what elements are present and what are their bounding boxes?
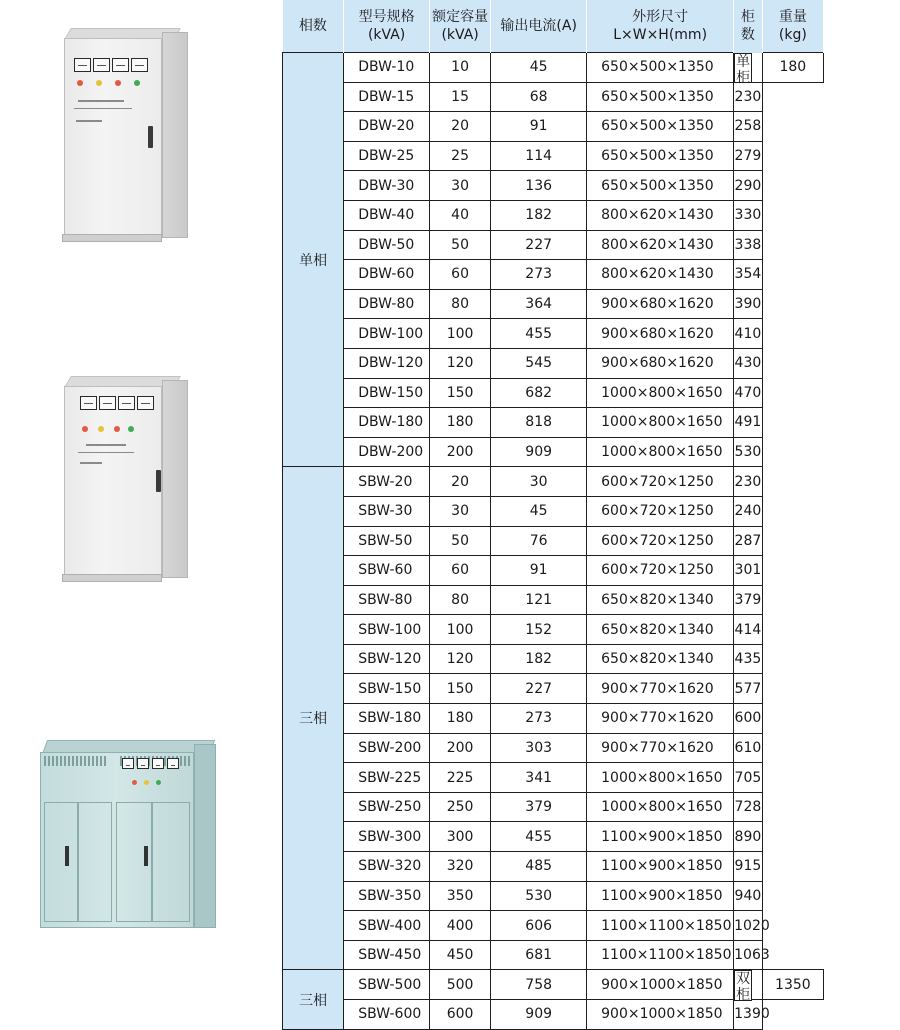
table-row xyxy=(283,615,824,645)
rated-cell: 120 xyxy=(429,348,490,378)
weight-cell: 230 xyxy=(734,82,763,112)
current-cell: 530 xyxy=(491,881,587,911)
cabinet-count-cell xyxy=(734,53,752,84)
current-cell: 545 xyxy=(491,348,587,378)
current-cell: 818 xyxy=(491,408,587,438)
weight-cell: 290 xyxy=(734,171,763,201)
model-cell: SBW-600 xyxy=(344,1000,430,1030)
model-cell: DBW-100 xyxy=(344,319,430,349)
table-row xyxy=(283,733,824,763)
dimensions-cell: 800×620×1430 xyxy=(587,200,734,230)
model-cell: SBW-30 xyxy=(344,496,430,526)
dimensions-cell: 1100×1100×1850 xyxy=(587,911,734,941)
table-row xyxy=(283,496,824,526)
dimensions-cell: 650×500×1350 xyxy=(587,53,734,83)
cabinet-count-cell xyxy=(734,970,752,1004)
model-cell: SBW-225 xyxy=(344,763,430,793)
rated-cell: 300 xyxy=(429,822,490,852)
current-cell: 114 xyxy=(491,141,587,171)
phase-cell: 三相 xyxy=(283,467,344,970)
current-cell: 68 xyxy=(491,82,587,112)
table-row xyxy=(283,1000,824,1030)
model-cell: DBW-60 xyxy=(344,260,430,290)
phase-cell: 单相 xyxy=(283,53,344,467)
weight-cell: 414 xyxy=(734,615,763,645)
rated-cell: 50 xyxy=(429,230,490,260)
rated-cell: 600 xyxy=(429,1000,490,1030)
current-cell: 455 xyxy=(491,319,587,349)
rated-cell: 500 xyxy=(429,970,490,1000)
current-cell: 364 xyxy=(491,289,587,319)
dimensions-cell: 650×500×1350 xyxy=(587,141,734,171)
model-cell: DBW-150 xyxy=(344,378,430,408)
dimensions-cell: 900×1000×1850 xyxy=(587,1000,734,1030)
current-cell: 227 xyxy=(491,230,587,260)
weight-cell: 279 xyxy=(734,141,763,171)
model-cell: SBW-320 xyxy=(344,852,430,882)
weight-cell: 180 xyxy=(762,53,823,83)
dimensions-cell: 600×720×1250 xyxy=(587,467,734,497)
dimensions-cell: 900×680×1620 xyxy=(587,348,734,378)
table-row xyxy=(283,408,824,438)
rated-cell: 150 xyxy=(429,674,490,704)
dimensions-cell: 900×1000×1850 xyxy=(587,970,734,1000)
rated-cell: 320 xyxy=(429,852,490,882)
table-row xyxy=(283,704,824,734)
current-cell: 76 xyxy=(491,526,587,556)
table-row xyxy=(283,644,824,674)
dimensions-cell: 600×720×1250 xyxy=(587,556,734,586)
model-cell: SBW-500 xyxy=(344,970,430,1000)
weight-cell: 491 xyxy=(734,408,763,438)
weight-cell: 1063 xyxy=(734,940,763,970)
current-cell: 182 xyxy=(491,644,587,674)
header-output-current: 输出电流(A) xyxy=(491,0,587,53)
model-cell: DBW-50 xyxy=(344,230,430,260)
current-cell: 273 xyxy=(491,704,587,734)
current-cell: 136 xyxy=(491,171,587,201)
dimensions-cell: 1000×800×1650 xyxy=(587,792,734,822)
rated-cell: 180 xyxy=(429,408,490,438)
table-row xyxy=(283,881,824,911)
rated-cell: 120 xyxy=(429,644,490,674)
weight-cell: 390 xyxy=(734,289,763,319)
table-row xyxy=(283,378,824,408)
current-cell: 182 xyxy=(491,200,587,230)
spec-table xyxy=(282,0,824,1030)
header-cabinet-count: 柜 数 xyxy=(734,0,763,53)
current-cell: 121 xyxy=(491,585,587,615)
table-row xyxy=(283,82,824,112)
current-cell: 485 xyxy=(491,852,587,882)
model-cell: DBW-40 xyxy=(344,200,430,230)
dimensions-cell: 650×500×1350 xyxy=(587,82,734,112)
table-row xyxy=(283,230,824,260)
weight-cell: 1350 xyxy=(762,970,823,1000)
current-cell: 45 xyxy=(491,53,587,83)
weight-cell: 354 xyxy=(734,260,763,290)
weight-cell: 940 xyxy=(734,881,763,911)
table-row xyxy=(283,940,824,970)
model-cell: DBW-180 xyxy=(344,408,430,438)
table-row xyxy=(283,289,824,319)
rated-cell: 25 xyxy=(429,141,490,171)
rated-cell: 10 xyxy=(429,53,490,83)
model-cell: SBW-150 xyxy=(344,674,430,704)
weight-cell: 728 xyxy=(734,792,763,822)
table-row xyxy=(283,141,824,171)
dimensions-cell: 800×620×1430 xyxy=(587,230,734,260)
current-cell: 909 xyxy=(491,1000,587,1030)
dimensions-cell: 1000×800×1650 xyxy=(587,437,734,467)
table-row xyxy=(283,911,824,941)
current-cell: 909 xyxy=(491,437,587,467)
weight-cell: 258 xyxy=(734,112,763,142)
rated-cell: 180 xyxy=(429,704,490,734)
table-row xyxy=(283,763,824,793)
dimensions-cell: 1100×900×1850 xyxy=(587,852,734,882)
model-cell: SBW-20 xyxy=(344,467,430,497)
weight-cell: 435 xyxy=(734,644,763,674)
dimensions-cell: 650×500×1350 xyxy=(587,171,734,201)
model-cell: SBW-350 xyxy=(344,881,430,911)
current-cell: 455 xyxy=(491,822,587,852)
weight-cell: 610 xyxy=(734,733,763,763)
table-row xyxy=(283,319,824,349)
rated-cell: 450 xyxy=(429,940,490,970)
table-row xyxy=(283,852,824,882)
model-cell: DBW-200 xyxy=(344,437,430,467)
product-image-double-cabinet xyxy=(36,736,220,932)
table-row xyxy=(283,467,824,497)
rated-cell: 400 xyxy=(429,911,490,941)
rated-cell: 150 xyxy=(429,378,490,408)
current-cell: 379 xyxy=(491,792,587,822)
rated-cell: 30 xyxy=(429,496,490,526)
product-image-cabinet-1 xyxy=(58,28,194,244)
dimensions-cell: 1100×900×1850 xyxy=(587,881,734,911)
dimensions-cell: 1000×800×1650 xyxy=(587,378,734,408)
rated-cell: 15 xyxy=(429,82,490,112)
model-cell: SBW-80 xyxy=(344,585,430,615)
model-cell: SBW-400 xyxy=(344,911,430,941)
current-cell: 681 xyxy=(491,940,587,970)
dimensions-cell: 1000×800×1650 xyxy=(587,408,734,438)
rated-cell: 200 xyxy=(429,437,490,467)
model-cell: DBW-25 xyxy=(344,141,430,171)
table-row xyxy=(283,260,824,290)
dimensions-cell: 600×720×1250 xyxy=(587,526,734,556)
current-cell: 91 xyxy=(491,556,587,586)
table-header-row xyxy=(283,0,824,53)
cabinet-count-label: 双柜 xyxy=(736,971,751,1004)
weight-cell: 915 xyxy=(734,852,763,882)
dimensions-cell: 600×720×1250 xyxy=(587,496,734,526)
table-row xyxy=(283,171,824,201)
weight-cell: 1020 xyxy=(734,911,763,941)
rated-cell: 40 xyxy=(429,200,490,230)
rated-cell: 100 xyxy=(429,319,490,349)
rated-cell: 20 xyxy=(429,112,490,142)
weight-cell: 287 xyxy=(734,526,763,556)
rated-cell: 60 xyxy=(429,260,490,290)
weight-cell: 230 xyxy=(734,467,763,497)
model-cell: SBW-120 xyxy=(344,644,430,674)
current-cell: 91 xyxy=(491,112,587,142)
model-cell: SBW-180 xyxy=(344,704,430,734)
current-cell: 273 xyxy=(491,260,587,290)
dimensions-cell: 900×770×1620 xyxy=(587,733,734,763)
weight-cell: 600 xyxy=(734,704,763,734)
model-cell: SBW-50 xyxy=(344,526,430,556)
current-cell: 341 xyxy=(491,763,587,793)
header-dimensions: 外形尺寸 L×W×H(mm) xyxy=(587,0,734,53)
dimensions-cell: 1100×900×1850 xyxy=(587,822,734,852)
rated-cell: 200 xyxy=(429,733,490,763)
model-cell: SBW-100 xyxy=(344,615,430,645)
table-row xyxy=(283,674,824,704)
model-cell: DBW-15 xyxy=(344,82,430,112)
model-cell: DBW-30 xyxy=(344,171,430,201)
model-cell: SBW-450 xyxy=(344,940,430,970)
weight-cell: 338 xyxy=(734,230,763,260)
dimensions-cell: 900×680×1620 xyxy=(587,289,734,319)
table-row xyxy=(283,526,824,556)
rated-cell: 80 xyxy=(429,585,490,615)
dimensions-cell: 650×500×1350 xyxy=(587,112,734,142)
table-row xyxy=(283,437,824,467)
dimensions-cell: 1100×1100×1850 xyxy=(587,940,734,970)
model-cell: DBW-10 xyxy=(344,53,430,83)
current-cell: 758 xyxy=(491,970,587,1000)
model-cell: SBW-200 xyxy=(344,733,430,763)
dimensions-cell: 650×820×1340 xyxy=(587,585,734,615)
model-cell: DBW-80 xyxy=(344,289,430,319)
table-row xyxy=(283,822,824,852)
weight-cell: 410 xyxy=(734,319,763,349)
weight-cell: 330 xyxy=(734,200,763,230)
table-row xyxy=(283,112,824,142)
model-cell: SBW-60 xyxy=(344,556,430,586)
weight-cell: 470 xyxy=(734,378,763,408)
weight-cell: 240 xyxy=(734,496,763,526)
rated-cell: 80 xyxy=(429,289,490,319)
model-cell: DBW-120 xyxy=(344,348,430,378)
dimensions-cell: 650×820×1340 xyxy=(587,615,734,645)
weight-cell: 430 xyxy=(734,348,763,378)
model-cell: SBW-300 xyxy=(344,822,430,852)
weight-cell: 379 xyxy=(734,585,763,615)
dimensions-cell: 900×680×1620 xyxy=(587,319,734,349)
current-cell: 682 xyxy=(491,378,587,408)
dimensions-cell: 900×770×1620 xyxy=(587,674,734,704)
table-row xyxy=(283,53,824,83)
weight-cell: 890 xyxy=(734,822,763,852)
phase-cell: 三相 xyxy=(283,970,344,1029)
dimensions-cell: 900×770×1620 xyxy=(587,704,734,734)
rated-cell: 20 xyxy=(429,467,490,497)
header-rated-capacity: 额定容量 (kVA) xyxy=(429,0,490,53)
weight-cell: 705 xyxy=(734,763,763,793)
dimensions-cell: 650×820×1340 xyxy=(587,644,734,674)
rated-cell: 50 xyxy=(429,526,490,556)
weight-cell: 530 xyxy=(734,437,763,467)
rated-cell: 250 xyxy=(429,792,490,822)
current-cell: 227 xyxy=(491,674,587,704)
model-cell: DBW-20 xyxy=(344,112,430,142)
current-cell: 606 xyxy=(491,911,587,941)
table-row xyxy=(283,585,824,615)
table-row xyxy=(283,200,824,230)
table-row xyxy=(283,348,824,378)
table-row xyxy=(283,970,824,1000)
current-cell: 45 xyxy=(491,496,587,526)
rated-cell: 100 xyxy=(429,615,490,645)
table-row xyxy=(283,556,824,586)
weight-cell: 1390 xyxy=(734,1000,763,1030)
rated-cell: 60 xyxy=(429,556,490,586)
model-cell: SBW-250 xyxy=(344,792,430,822)
header-phase: 相数 xyxy=(283,0,344,53)
cabinet-count-label: 单柜 xyxy=(736,53,751,86)
weight-cell: 577 xyxy=(734,674,763,704)
current-cell: 303 xyxy=(491,733,587,763)
rated-cell: 30 xyxy=(429,171,490,201)
current-cell: 152 xyxy=(491,615,587,645)
table-row xyxy=(283,792,824,822)
product-image-cabinet-2 xyxy=(58,376,194,584)
dimensions-cell: 800×620×1430 xyxy=(587,260,734,290)
rated-cell: 225 xyxy=(429,763,490,793)
current-cell: 30 xyxy=(491,467,587,497)
header-model: 型号规格 (kVA) xyxy=(344,0,430,53)
header-weight: 重量 (kg) xyxy=(762,0,823,53)
rated-cell: 350 xyxy=(429,881,490,911)
weight-cell: 301 xyxy=(734,556,763,586)
dimensions-cell: 1000×800×1650 xyxy=(587,763,734,793)
